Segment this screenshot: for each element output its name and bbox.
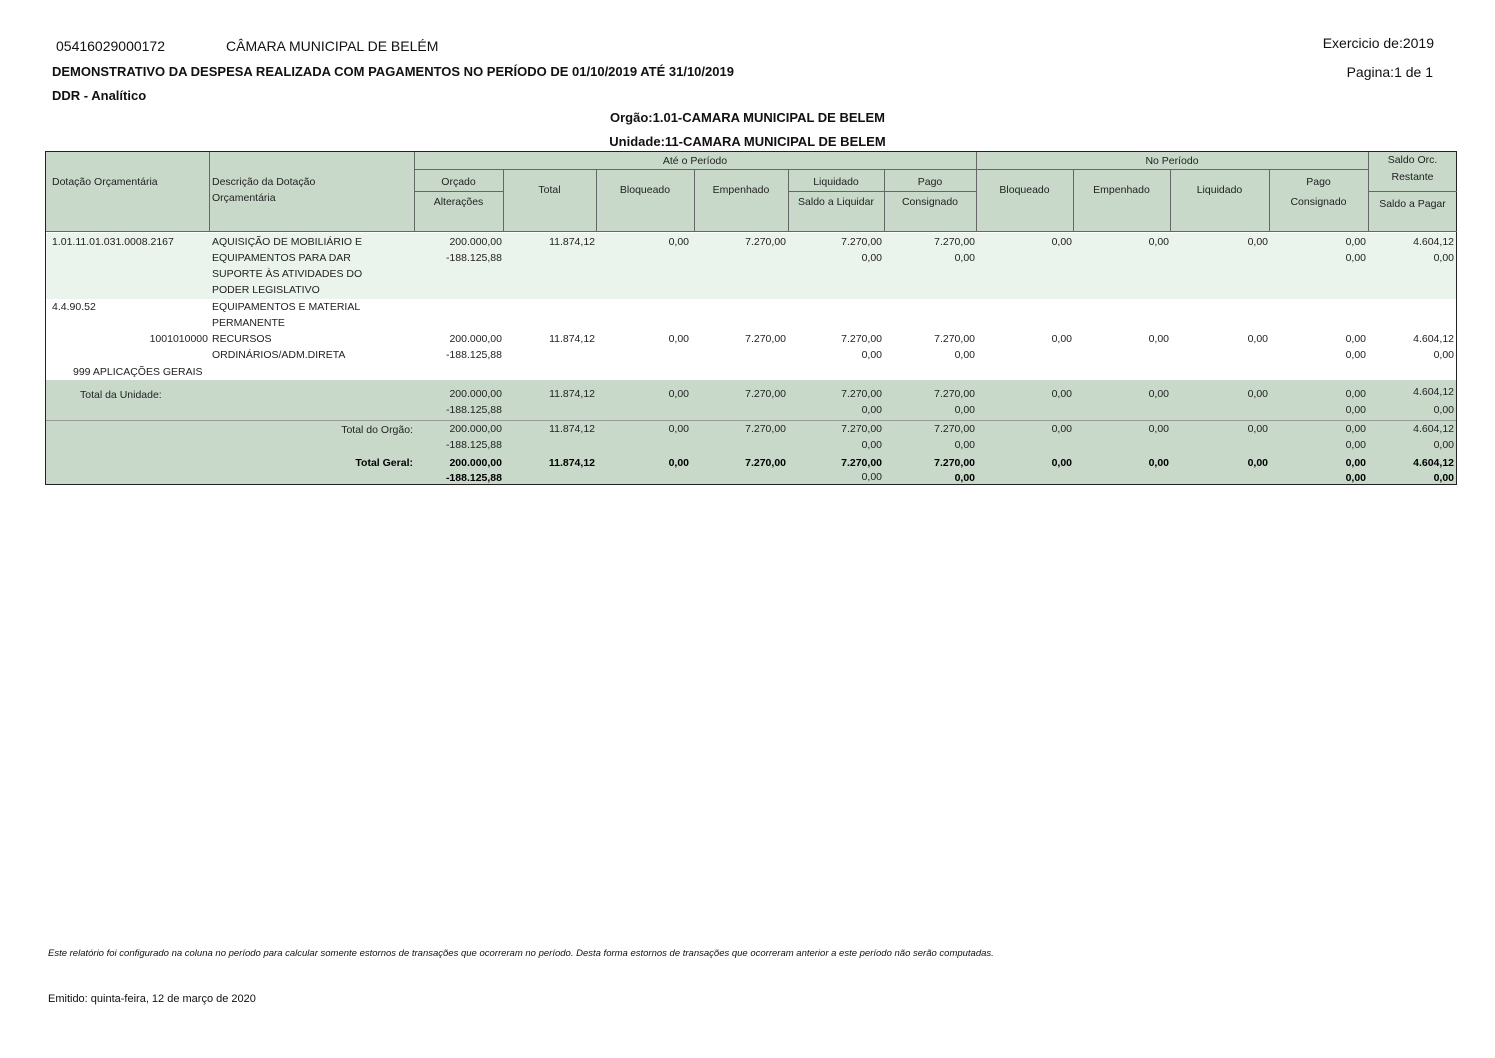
orcado-value: 200.000,00 xyxy=(449,333,502,345)
np-bloqueado-value: 0,00 xyxy=(1051,236,1072,248)
alteracoes-value: -188.125,88 xyxy=(445,404,502,416)
fonte-desc-line: RECURSOS xyxy=(212,333,272,345)
aplicacao-label: 999 APLICAÇÕES GERAIS xyxy=(73,366,203,378)
dotacao-desc-line: PODER LEGISLATIVO xyxy=(212,284,320,296)
col-np-bloqueado: Bloqueado xyxy=(999,184,1050,196)
col-dotacao: Dotação Orçamentária xyxy=(52,176,158,188)
total-value: 11.874,12 xyxy=(549,388,595,400)
total-orgao-label: Total do Orgão: xyxy=(341,424,413,436)
col-bloqueado: Bloqueado xyxy=(619,184,671,196)
bloqueado-value: 0,00 xyxy=(668,457,689,469)
col-saldo-liquidar: Saldo a Liquidar xyxy=(798,196,874,208)
np-empenhado-value: 0,00 xyxy=(1148,333,1169,345)
col-orcado: Orçado xyxy=(441,176,476,188)
np-bloqueado-value: 0,00 xyxy=(1051,423,1072,435)
total-value: 11.874,12 xyxy=(549,333,595,345)
col-np-liquidado: Liquidado xyxy=(1196,184,1243,196)
total-value: 11.874,12 xyxy=(549,236,595,248)
orgao-heading: Orgão:1.01-CAMARA MUNICIPAL DE BELEM xyxy=(610,110,885,125)
np-consignado-value: 0,00 xyxy=(1345,349,1366,361)
col-np-consignado: Consignado xyxy=(1290,196,1347,208)
dotacao-code: 1.01.11.01.031.0008.2167 xyxy=(52,236,174,248)
np-liquidado-value: 0,00 xyxy=(1247,423,1268,435)
divider xyxy=(414,169,1368,170)
consignado-value: 0,00 xyxy=(954,252,975,264)
col-pago: Pago xyxy=(917,176,943,188)
np-pago-value: 0,00 xyxy=(1345,333,1366,345)
np-consignado-value: 0,00 xyxy=(1345,252,1366,264)
divider xyxy=(694,170,695,231)
orcado-value: 200.000,00 xyxy=(449,457,502,469)
fonte-desc-line: ORDINÁRIOS/ADM.DIRETA xyxy=(212,349,346,361)
saldo-liquidar-value: 0,00 xyxy=(861,471,882,483)
report-title: DEMONSTRATIVO DA DESPESA REALIZADA COM PAGAMENTOS NO PERÍODO DE 01/10/2019 ATÉ 31/10/2019 xyxy=(52,64,734,79)
dotacao-desc-line: EQUIPAMENTOS PARA DAR xyxy=(212,252,351,264)
divider xyxy=(46,231,1457,232)
divider xyxy=(788,191,976,192)
np-empenhado-value: 0,00 xyxy=(1148,457,1169,469)
empenhado-value: 7.270,00 xyxy=(745,423,786,435)
col-saldo-restante: Restante xyxy=(1391,171,1434,183)
divider xyxy=(1170,170,1171,231)
total-value: 11.874,12 xyxy=(549,423,595,435)
dotacao-desc-line: SUPORTE ÀS ATIVIDADES DO xyxy=(212,268,363,280)
alteracoes-value: -188.125,88 xyxy=(445,349,502,361)
total-unidade-label: Total da Unidade: xyxy=(80,389,162,401)
col-liquidado: Liquidado xyxy=(813,176,859,188)
group-no-periodo: No Período xyxy=(1145,155,1199,167)
np-consignado-value: 0,00 xyxy=(1345,472,1366,484)
total-value: 11.874,12 xyxy=(548,457,595,469)
saldo-pagar-value: 0,00 xyxy=(1433,404,1454,416)
orcado-value: 200.000,00 xyxy=(449,388,502,400)
divider xyxy=(414,191,503,192)
pago-value: 7.270,00 xyxy=(934,236,975,248)
alteracoes-value: -188.125,88 xyxy=(445,252,502,264)
saldo-restante-value: 4.604,12 xyxy=(1413,236,1454,248)
np-pago-value: 0,00 xyxy=(1345,236,1366,248)
group-ate-periodo: Até o Período xyxy=(662,155,728,167)
np-empenhado-value: 0,00 xyxy=(1148,423,1169,435)
np-pago-value: 0,00 xyxy=(1345,457,1366,469)
empenhado-value: 7.270,00 xyxy=(745,333,786,345)
saldo-pagar-value: 0,00 xyxy=(1433,252,1454,264)
fonte-code: 1001010000 xyxy=(149,333,208,345)
np-bloqueado-value: 0,00 xyxy=(1051,457,1072,469)
pago-value: 7.270,00 xyxy=(934,388,975,400)
saldo-restante-value: 4.604,12 xyxy=(1413,386,1454,398)
col-saldo-orc: Saldo Orc. xyxy=(1387,154,1438,166)
np-bloqueado-value: 0,00 xyxy=(1051,333,1072,345)
page-number: Pagina:1 de 1 xyxy=(1346,64,1433,80)
empenhado-value: 7.270,00 xyxy=(745,388,786,400)
alteracoes-value: -188.125,88 xyxy=(445,472,502,484)
col-total: Total xyxy=(538,184,561,196)
np-liquidado-value: 0,00 xyxy=(1247,236,1268,248)
saldo-pagar-value: 0,00 xyxy=(1433,472,1454,484)
liquidado-value: 7.270,00 xyxy=(841,457,882,469)
np-bloqueado-value: 0,00 xyxy=(1051,388,1072,400)
consignado-value: 0,00 xyxy=(954,349,975,361)
saldo-liquidar-value: 0,00 xyxy=(861,439,882,451)
orcado-value: 200.000,00 xyxy=(449,236,502,248)
liquidado-value: 7.270,00 xyxy=(841,236,882,248)
np-pago-value: 0,00 xyxy=(1345,423,1366,435)
np-empenhado-value: 0,00 xyxy=(1148,388,1169,400)
liquidado-value: 7.270,00 xyxy=(841,388,882,400)
saldo-restante-value: 4.604,12 xyxy=(1413,333,1454,345)
pago-value: 7.270,00 xyxy=(934,457,975,469)
saldo-liquidar-value: 0,00 xyxy=(861,252,882,264)
np-liquidado-value: 0,00 xyxy=(1247,388,1268,400)
saldo-liquidar-value: 0,00 xyxy=(861,404,882,416)
exercicio: Exercicio de:2019 xyxy=(1322,35,1434,51)
pago-value: 7.270,00 xyxy=(934,423,975,435)
saldo-pagar-value: 0,00 xyxy=(1433,349,1454,361)
pago-value: 7.270,00 xyxy=(934,333,975,345)
elemento-desc-line: PERMANENTE xyxy=(212,317,285,329)
unidade-heading: Unidade:11-CAMARA MUNICIPAL DE BELEM xyxy=(609,134,886,149)
elemento-desc-line: EQUIPAMENTOS E MATERIAL xyxy=(212,301,361,313)
np-consignado-value: 0,00 xyxy=(1345,439,1366,451)
divider xyxy=(503,170,504,231)
col-alteracoes: Alterações xyxy=(433,196,484,208)
col-np-empenhado: Empenhado xyxy=(1093,184,1150,196)
col-np-pago: Pago xyxy=(1306,176,1331,188)
np-pago-value: 0,00 xyxy=(1345,388,1366,400)
col-saldo-pagar: Saldo a Pagar xyxy=(1379,198,1446,210)
bloqueado-value: 0,00 xyxy=(668,236,689,248)
np-liquidado-value: 0,00 xyxy=(1247,457,1268,469)
col-consignado: Consignado xyxy=(901,196,959,208)
empenhado-value: 7.270,00 xyxy=(745,236,786,248)
col-descricao-2: Orçamentária xyxy=(212,192,276,204)
saldo-restante-value: 4.604,12 xyxy=(1413,457,1454,469)
report-subtitle: DDR - Analítico xyxy=(52,88,147,103)
col-descricao: Descrição da Dotação xyxy=(212,176,316,188)
consignado-value: 0,00 xyxy=(954,404,975,416)
emitted-date: Emitido: quinta-feira, 12 de março de 2020 xyxy=(48,993,256,1005)
np-liquidado-value: 0,00 xyxy=(1247,333,1268,345)
consignado-value: 0,00 xyxy=(954,439,975,451)
saldo-restante-value: 4.604,12 xyxy=(1413,423,1454,435)
bloqueado-value: 0,00 xyxy=(668,388,689,400)
np-consignado-value: 0,00 xyxy=(1345,404,1366,416)
col-empenhado: Empenhado xyxy=(712,184,770,196)
divider xyxy=(1368,191,1457,192)
alteracoes-value: -188.125,88 xyxy=(445,439,502,451)
liquidado-value: 7.270,00 xyxy=(841,333,882,345)
elemento-code: 4.4.90.52 xyxy=(52,301,96,313)
consignado-value: 0,00 xyxy=(954,472,975,484)
entity-name: CÂMARA MUNICIPAL DE BELÉM xyxy=(226,38,439,54)
divider xyxy=(209,152,210,231)
bloqueado-value: 0,00 xyxy=(668,333,689,345)
liquidado-value: 7.270,00 xyxy=(841,423,882,435)
orcado-value: 200.000,00 xyxy=(449,423,502,435)
cnpj: 05416029000172 xyxy=(56,38,166,54)
divider xyxy=(596,170,597,231)
saldo-pagar-value: 0,00 xyxy=(1433,439,1454,451)
divider xyxy=(1073,170,1074,231)
saldo-liquidar-value: 0,00 xyxy=(861,349,882,361)
total-geral-label: Total Geral: xyxy=(355,457,413,469)
dotacao-desc-line: AQUISIÇÃO DE MOBILIÁRIO E xyxy=(212,236,362,248)
bloqueado-value: 0,00 xyxy=(668,423,689,435)
footnote: Este relatório foi configurado na coluna no período para calcular somente estornos de transações que ocorreram no período. Desta forma estornos de transações que ocorreram anterior a este período não serão computadas. xyxy=(48,948,994,959)
np-empenhado-value: 0,00 xyxy=(1148,236,1169,248)
empenhado-value: 7.270,00 xyxy=(745,457,786,469)
